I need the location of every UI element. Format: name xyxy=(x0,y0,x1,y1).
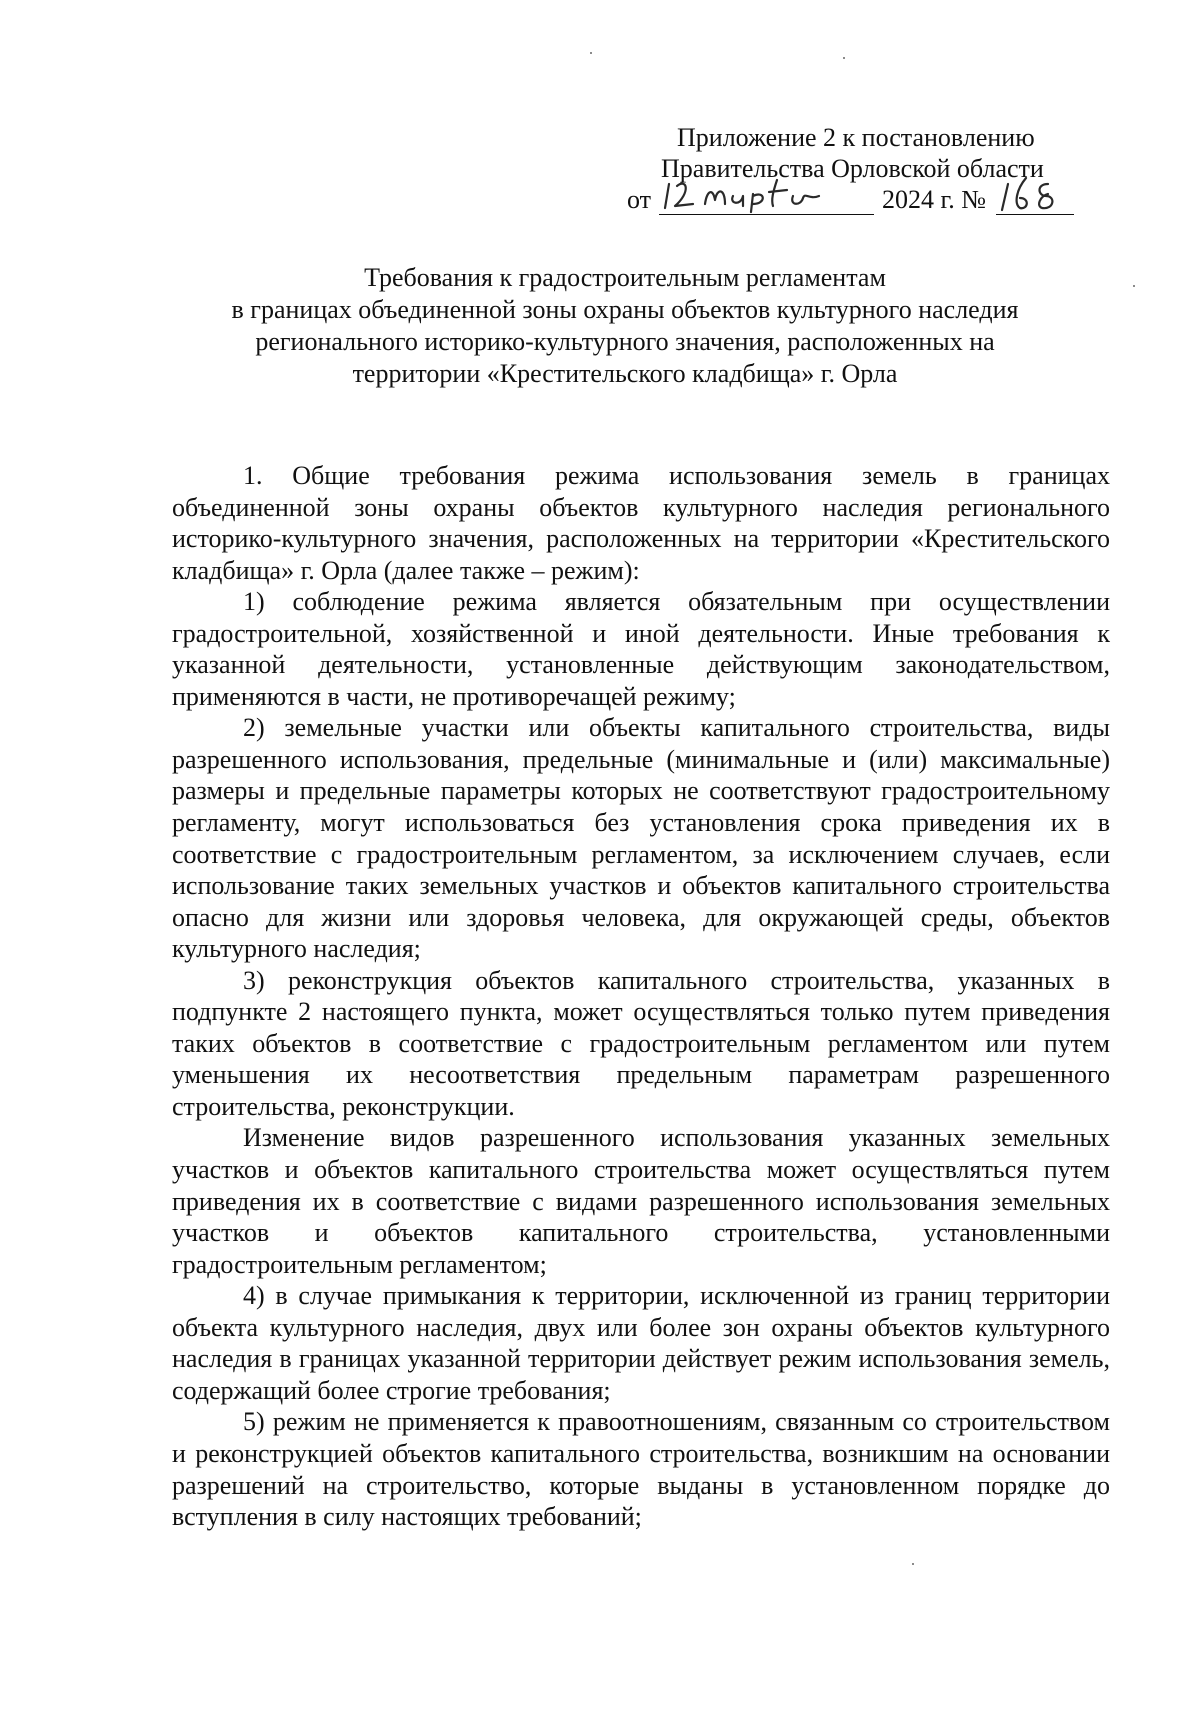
title-line-4: территории «Крестительского кладбища» г. Орла xyxy=(352,359,898,388)
handwritten-number xyxy=(996,184,1074,215)
paragraph-item-3: 3) реконструкция объектов капитального строительства, указанных в подпункте 2 настоящего пункта, может осуществляться только путем приведения таких объектов в соответствие с градостроительным регламентом или путем уменьшения их несоответствия предельным параметрам разрешенного строительства, реконструкции. xyxy=(172,965,1110,1121)
title-line-1: Требования к градостроительным регламентам xyxy=(364,263,886,292)
document-title xyxy=(200,262,1050,390)
paragraph-land-use-change: Изменение видов разрешенного использования указанных земельных участков и объектов капитального строительства может осуществляться путем приведения их в соответствие с видами разрешенного использования земельных участков и объектов капитального строительства, установленными градостроительным регламентом; xyxy=(172,1123,1110,1279)
appendix-label: Приложение 2 к постановлению xyxy=(677,123,1035,152)
handwritten-number-scribble xyxy=(996,170,1074,214)
paragraph-item-4: 4) в случае примыкания к территории, исключенной из границ территории объекта культурного наследия, двух или более зон охраны объектов культурного наследия в границах указанной территории действует режим использования земель, содержащий более строгие требования; xyxy=(172,1281,1110,1405)
paragraph-item-2: 2) земельные участки или объекты капитального строительства, виды разрешенного использования, предельные (минимальные и (или) максимальные) размеры и предельные параметры которых не соответствуют градостроительному регламенту, могут использоваться без установления срока приведения их в соответствие с градостроительным регламентом, за исключением случаев, если использование таких земельных участков и объектов капитального строительства опасно для жизни или здоровья человека, для окружающей среды, объектов культурного наследия; xyxy=(172,713,1110,964)
scan-speck xyxy=(912,1563,914,1565)
document-body xyxy=(172,460,1110,1533)
scan-speck xyxy=(843,57,845,59)
scan-speck xyxy=(590,52,592,54)
scan-speck xyxy=(1133,285,1135,287)
date-number-line xyxy=(560,184,1080,215)
paragraph-item-1: 1) соблюдение режима является обязательным при осуществлении градостроительной, хозяйственной и иной деятельности. Иные требования к указанной деятельности, установленные действующим законодательством, применяются в части, не противоречащей режиму; xyxy=(172,587,1110,711)
appendix-header xyxy=(560,122,1080,215)
paragraph-general-requirements: 1. Общие требования режима использования земель в границах объединенной зоны охраны объектов культурного наследия регионального историко-культурного значения, расположенных на территории «Крестительского кладбища» г. Орла (далее также – режим): xyxy=(172,461,1110,585)
handwritten-date-scribble xyxy=(659,170,874,214)
paragraph-item-5: 5) режим не применяется к правоотношениям, связанным со строительством и реконструкцией объектов капитального строительства, возникшим на основании разрешений на строительство, которые выданы в установленном порядке до вступления в силу настоящих требований; xyxy=(172,1407,1110,1532)
handwritten-date xyxy=(659,184,874,215)
year-and-number-label: 2024 г. № xyxy=(882,185,987,214)
title-line-3: регионального историко-культурного значения, расположенных на xyxy=(255,327,995,356)
date-prefix: от xyxy=(627,185,652,214)
issuer-label: Правительства Орловской области xyxy=(661,154,1044,183)
title-line-2: в границах объединенной зоны охраны объектов культурного наследия xyxy=(231,295,1019,324)
